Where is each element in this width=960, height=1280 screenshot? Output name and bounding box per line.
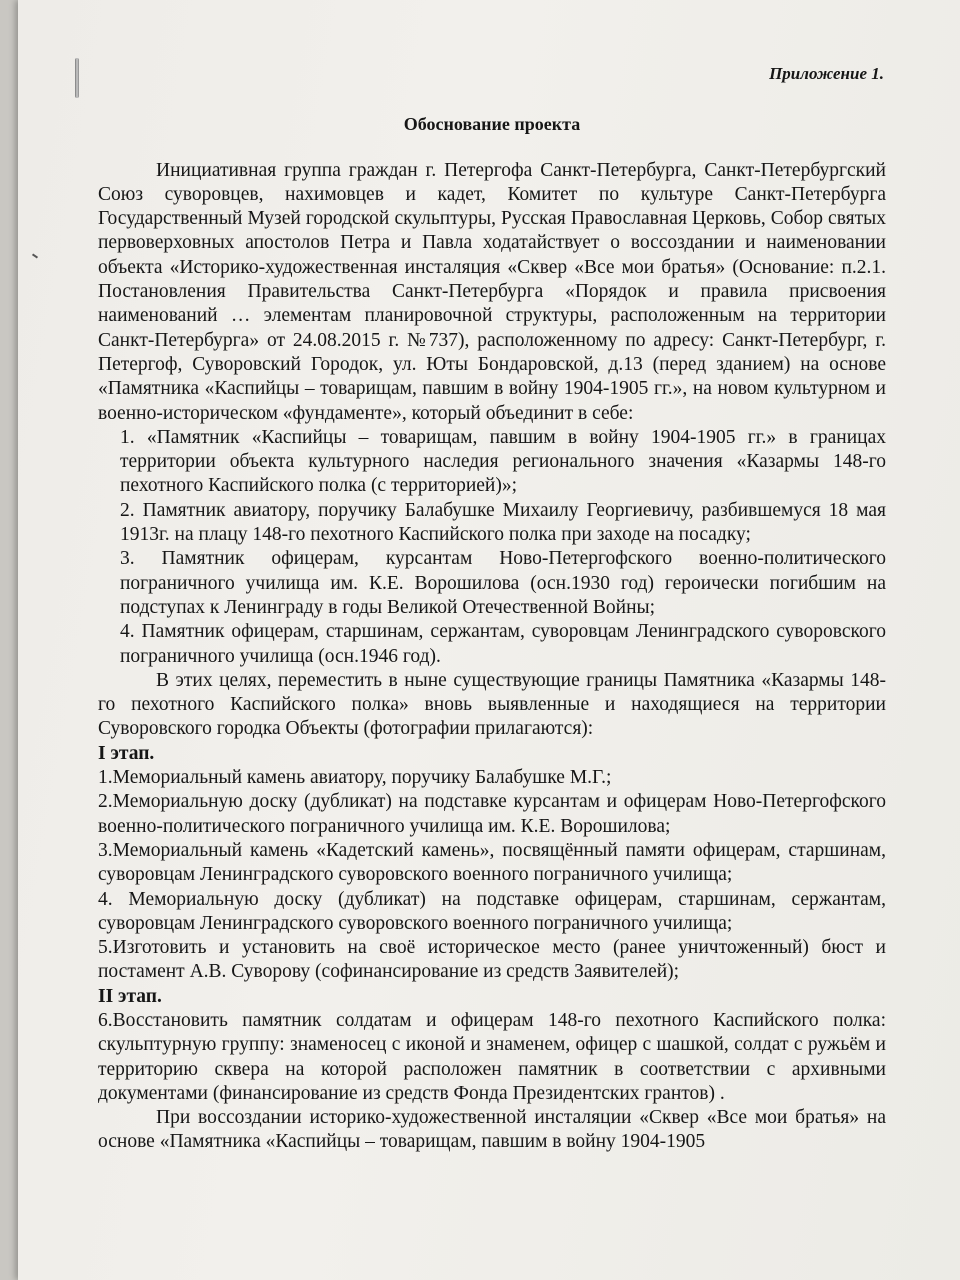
purpose-paragraph: В этих целях, переместить в ныне существующие границы Памятника «Казармы 148-го пехотного Каспийского полка» вновь выявленные и находящиеся на территории Суворовского городка Объекты (фотографии прилагаются): bbox=[98, 669, 886, 740]
stage-1-list bbox=[98, 766, 886, 985]
stage-2-item-6: 6.Восстановить памятник солдатам и офицерам 148-го пехотного Каспийского полка: скульптурную группу: знаменосец с иконой и знаменем, офицер с шашкой, солдат с ружьём и территорию сквера на которой расположен памятник в соответствии с архивными документами (финансирование из средств Фонда Президентских грантов) . bbox=[98, 1009, 886, 1104]
intro-paragraph: Инициативная группа граждан г. Петергофа Санкт-Петербурга, Санкт-Петербургский Союз суворовцев, нахимовцев и кадет, Комитет по культуре Санкт-Петербурга Государственный Музей городской скульптуры, Русская Православная Церковь, Собор святых первоверховных апостолов Петра и Павла ходатайствует о воссоздании и наименовании объекта «Историко-художественная инсталяция «Сквер «Все мои братья» (Основание: п.2.1. Постановления Правительства Санкт-Петербурга «Порядок и правила присвоения наименований … элементам планировочной структуры, расположенным на территории Санкт-Петербурга» от 24.08.2015 г. №737), расположенному по адресу: Санкт-Петербург, г. Петергоф, Суворовский Городок, ул. Юты Бондаровской, д.13 (перед зданием) на основе «Памятника «Каспийцы – товарищам, павшим в войну 1904-1905 гг.», на новом культурном и военно-историческом «фундаменте», который объединит в себе: bbox=[98, 159, 886, 424]
closing-paragraph: При воссоздании историко-художественной инсталяции «Сквер «Все мои братья» на основе «Памятника «Каспийцы – товарищам, павшим в войну 1904-1905 bbox=[98, 1107, 886, 1153]
stage-1-heading: I этап. bbox=[98, 742, 155, 764]
document-title: Обоснование проекта bbox=[403, 114, 581, 135]
stage-2-list bbox=[98, 1009, 886, 1106]
stage-1-item-3: 3.Мемориальный камень «Кадетский камень», посвящённый памяти офицерам, старшинам, суворовцам Ленинградского суворовского военного пограничного училища; bbox=[98, 839, 886, 886]
document-body bbox=[98, 62, 886, 1155]
stage-1-item-1: 1.Мемориальный камень авиатору, поручику Балабушке М.Г.; bbox=[98, 767, 612, 789]
stage-1-item-2: 2.Мемориальную доску (дубликат) на подставке курсантам и офицерам Ново-Петергофского военно-политического пограничного училища им. К.Е. Ворошилова; bbox=[98, 791, 886, 837]
stage-1-item-5: 5.Изготовить и установить на своё историческое место (ранее уничтоженный) бюст и постамент А.В. Суворову (софинансирование из средств Заявителей); bbox=[98, 937, 886, 983]
component-item-3: 3. Памятник офицерам, курсантам Ново-Петергофского военно-политического пограничного училища им. К.Е. Ворошилова (осн.1930 год) героически погибшим на подступах к Ленинграду в годы Великой Отечественной Войны; bbox=[120, 548, 886, 618]
pencil-mark bbox=[32, 253, 38, 258]
component-item-2: 2. Памятник авиатору, поручику Балабушке Михаилу Георгиевичу, разбившемуся 18 мая 1913г. на плацу 148-го пехотного Каспийского полка при заходе на посадку; bbox=[120, 499, 886, 546]
stage-2-heading: II этап. bbox=[98, 985, 162, 1007]
component-item-1: 1. «Памятник «Каспийцы – товарищам, павшим в войну 1904-1905 гг.» в границах территории объекта культурного наследия регионального значения «Казармы 148-го пехотного Каспийского полка (с территорией)»; bbox=[120, 426, 886, 497]
staple bbox=[75, 58, 79, 98]
document-sheet bbox=[18, 0, 960, 1280]
appendix-label: Приложение 1. bbox=[769, 64, 884, 83]
stage-1-item-4: 4. Мемориальную доску (дубликат) на подставке офицерам, старшинам, сержантам, суворовцам Ленинградского суворовского военного пограничного училища; bbox=[98, 888, 886, 934]
components-list bbox=[98, 426, 886, 669]
component-item-4: 4. Памятник офицерам, старшинам, сержантам, суворовцам Ленинградского суворовского пограничного училища (осн.1946 год). bbox=[120, 621, 886, 667]
